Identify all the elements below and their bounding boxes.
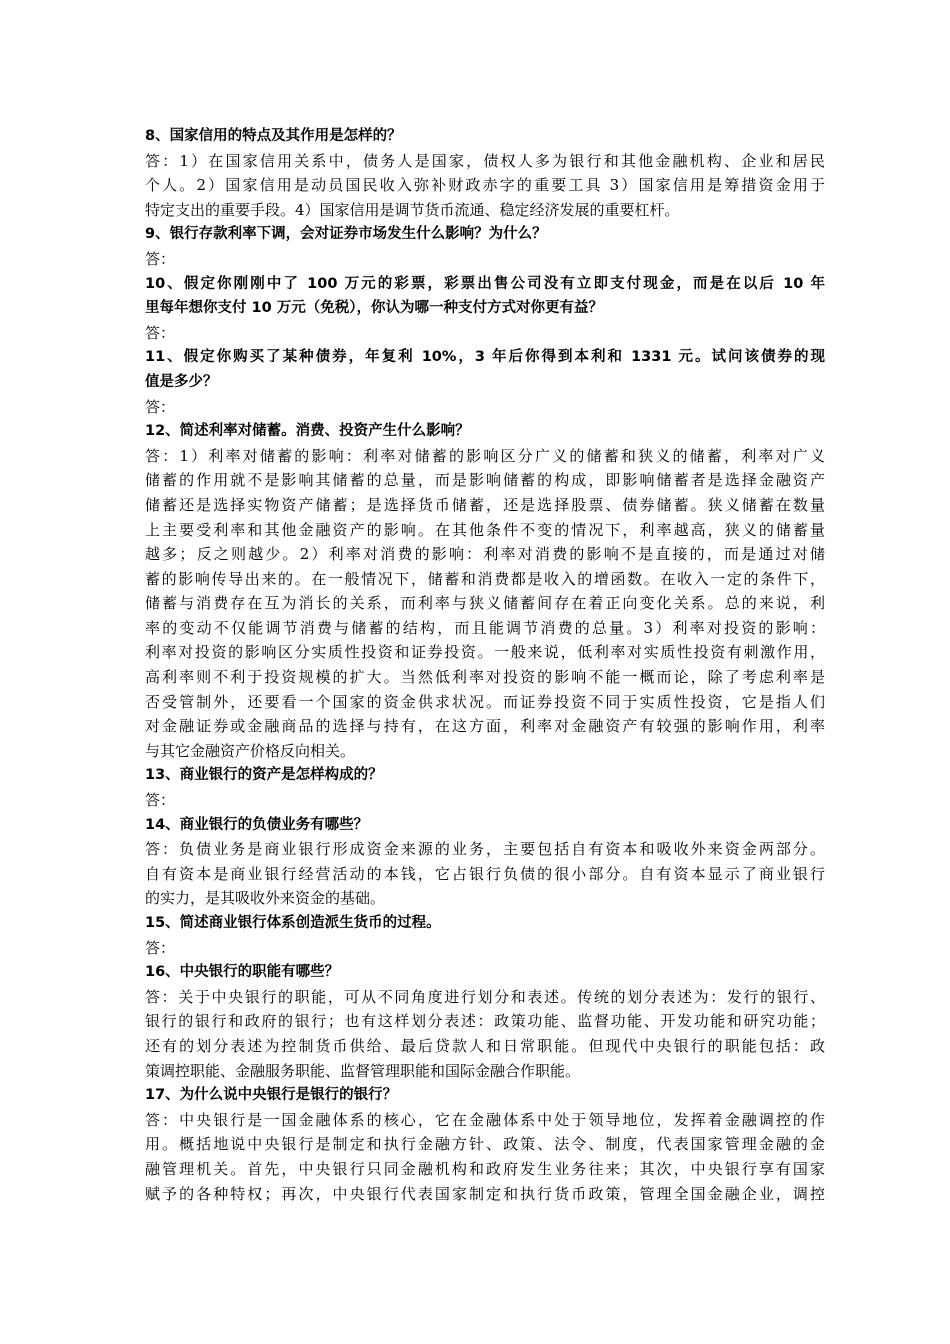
- answer-line: 用。概括地说中央银行是制定和执行金融方针、政策、法令、制度，代表国家管理金融的金: [145, 1135, 825, 1154]
- answer-line: 自有资本是商业银行经营活动的本钱，它占银行负债的很小部分。自有资本显示了商业银行: [145, 864, 825, 883]
- question-line: 9、银行存款利率下调，会对证券市场发生什么影响？为什么？: [145, 226, 547, 243]
- answer-line: 融管理机关。首先，中央银行只同金融机构和政府发生业务往来；其次，中央银行享有国家: [145, 1159, 825, 1178]
- answer-line: 高利率则不利于投资规模的扩大。当然低利率对投资的影响不能一概而论，除了考虑利率是: [145, 668, 825, 687]
- answer-line: 上主要受利率和其他金融资产的影响。在其他条件不变的情况下，利率越高，狭义的储蓄量: [145, 520, 825, 539]
- answer-line: 答：: [145, 791, 176, 810]
- answer-line: 蓄的影响传导出来的。在一般情况下，储蓄和消费都是收入的增函数。在收入一定的条件下，: [145, 569, 825, 588]
- answer-line: 赋予的各种特权；再次，中央银行代表国家制定和执行货币政策，管理全国金融企业，调控: [145, 1184, 825, 1203]
- answer-line: 答：负债业务是商业银行形成资金来源的业务，主要包括自有资本和吸收外来资金两部分。: [145, 840, 825, 859]
- answer-line: 答：1）在国家信用关系中，债务人是国家，债权人多为银行和其他金融机构、企业和居民: [145, 151, 825, 170]
- answer-line: 个人。2）国家信用是动员国民收入弥补财政赤字的重要工具 3）国家信用是筹措资金用于: [145, 176, 825, 195]
- answer-line: 储蓄与消费存在互为消长的关系，而利率与狭义储蓄间存在着正向变化关系。总的来说，利: [145, 594, 825, 613]
- question-line: 里每年想你支付 10 万元（免税），你认为哪一种支付方式对你更有益？: [145, 300, 604, 317]
- answer-line: 答：关于中央银行的职能，可从不同角度进行划分和表述。传统的划分表述为：发行的银行、: [145, 987, 825, 1006]
- answer-line: 的实力，是其吸收外来资金的基础。: [145, 889, 386, 908]
- answer-line: 银行的银行和政府的银行；也有这样划分表述：政策功能、监督功能、开发功能和研究功能；: [145, 1012, 825, 1031]
- answer-line: 率的变动不仅能调节消费与储蓄的结构，而且能调节消费的总量。3）利率对投资的影响：: [145, 618, 825, 637]
- question-line: 14、商业银行的负债业务有哪些？: [145, 816, 369, 833]
- question-line: 15、简述商业银行体系创造派生货币的过程。: [145, 915, 441, 931]
- answer-line: 对金融证券或金融商品的选择与持有，在这方面，利率对金融资产有较强的影响作用，利率: [145, 717, 825, 736]
- answer-line: 利率对投资的影响区分实质性投资和证券投资。一般来说，低利率对实质性投资有刺激作用，: [145, 643, 825, 662]
- question-line: 13、商业银行的资产是怎样构成的？: [145, 767, 383, 784]
- answer-line: 答：: [145, 249, 176, 268]
- answer-line: 与其它金融资产价格反向相关。: [145, 741, 356, 760]
- answer-line: 答：: [145, 397, 176, 416]
- question-line: 11、假定你购买了某种债券，年复利 10%，3 年后你得到本利和 1331 元。试问该债券的现: [145, 349, 825, 366]
- answer-line: 策调控职能、金融服务职能、监督管理职能和国际金融合作职能。: [145, 1061, 581, 1080]
- answer-line: 储蓄还是选择实物资产储蓄；是选择货币储蓄，还是选择股票、债券储蓄。狭义储蓄在数量: [145, 495, 825, 514]
- answer-line: 答：: [145, 323, 176, 342]
- question-line: 8、国家信用的特点及其作用是怎样的？: [145, 128, 402, 144]
- question-line: 值是多少？: [145, 373, 218, 390]
- answer-line: 还有的划分表述为控制货币供给、最后贷款人和日常职能。但现代中央银行的职能包括：政: [145, 1036, 825, 1055]
- answer-line: 答：1）利率对储蓄的影响：利率对储蓄的影响区分广义的储蓄和狭义的储蓄，利率对广义: [145, 446, 825, 465]
- question-line: 10、假定你刚刚中了 100 万元的彩票，彩票出售公司没有立即支付现金，而是在以后 10 年: [145, 275, 825, 292]
- answer-line: 否受管制外，还要看一个国家的资金供求状况。而证券投资不同于实质性投资，它是指人们: [145, 692, 825, 711]
- answer-line: 答：: [145, 938, 176, 957]
- document-page: [145, 124, 825, 1206]
- answer-line: 答：中央银行是一国金融体系的核心，它在金融体系中处于领导地位，发挥着金融调控的作: [145, 1110, 825, 1129]
- question-line: 16、中央银行的职能有哪些？: [145, 964, 340, 981]
- answer-line: 特定支出的重要手段。4）国家信用是调节货币流通、稳定经济发展的重要杠杆。: [145, 200, 680, 219]
- question-line: 17、为什么说中央银行是银行的银行？: [145, 1087, 398, 1104]
- question-line: 12、简述利率对储蓄。消费、投资产生什么影响？: [145, 423, 470, 440]
- answer-line: 储蓄的作用就不是影响其储蓄的总量，而是影响储蓄的构成，即影响储蓄者是选择金融资产: [145, 471, 825, 490]
- answer-line: 越多；反之则越少。2）利率对消费的影响：利率对消费的影响不是直接的，而是通过对储: [145, 545, 825, 564]
